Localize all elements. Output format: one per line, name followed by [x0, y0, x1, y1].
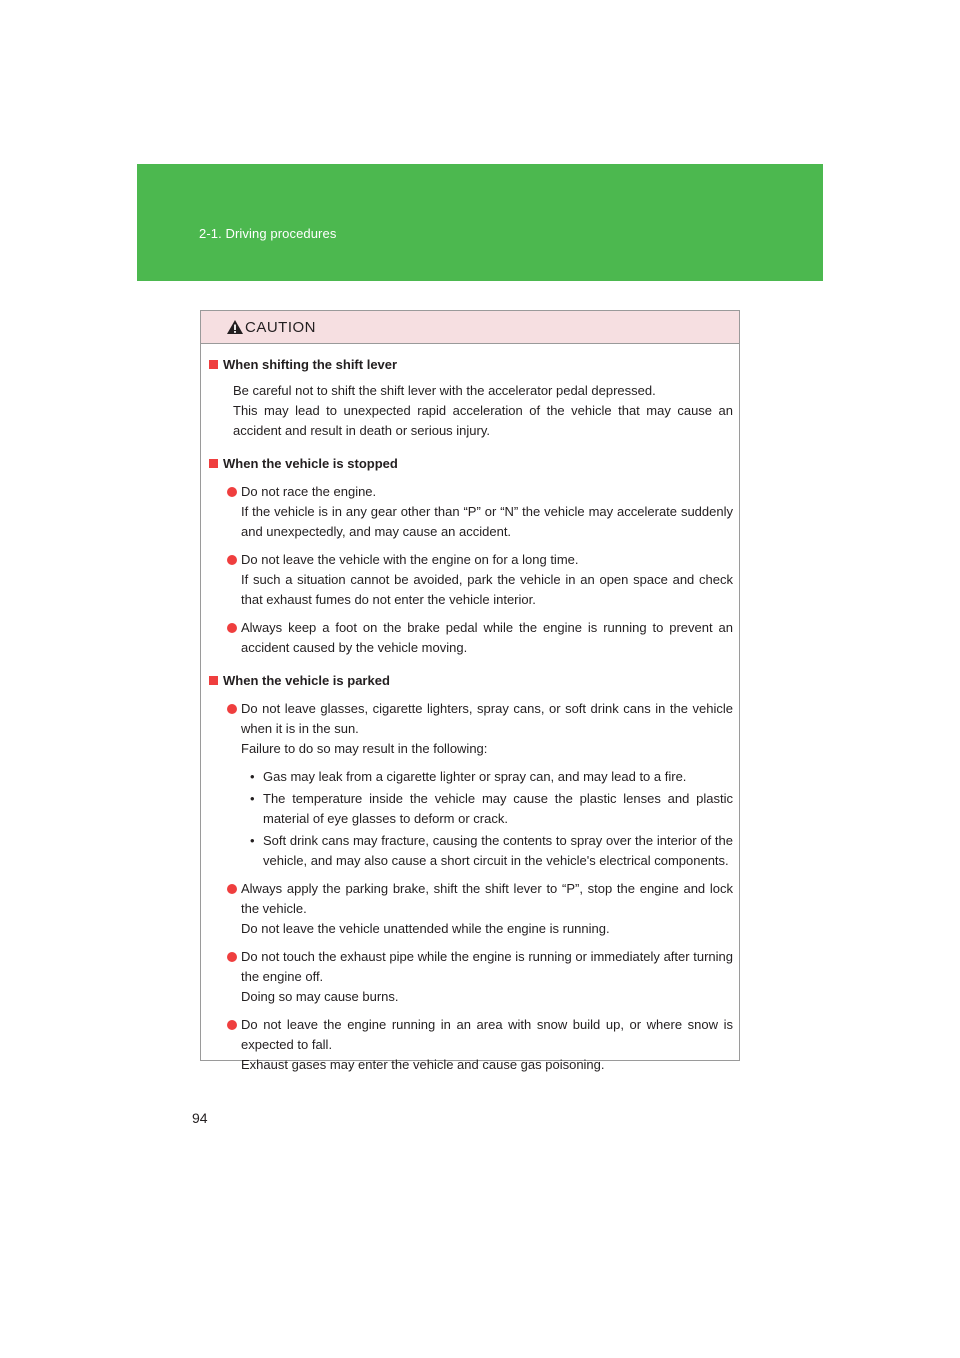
caution-section — [209, 454, 733, 658]
square-bullet-icon — [209, 459, 218, 468]
bullet-item: Always apply the parking brake, shift the shift lever to “P”, stop the engine and lock the vehicle. Do not leave the vehicle unattended while the engine is running. — [209, 879, 733, 939]
header-band — [137, 164, 823, 281]
section-heading: When the vehicle is parked — [209, 671, 733, 691]
bullet-item: Do not leave the engine running in an area with snow build up, or where snow is expected to fall. Exhaust gases may enter the vehicle and cause gas poisoning. — [209, 1015, 733, 1075]
circle-bullet-icon — [227, 884, 237, 894]
caution-title: CAUTION — [245, 319, 316, 336]
square-bullet-icon — [209, 360, 218, 369]
caution-body — [201, 344, 739, 1075]
square-bullet-icon — [209, 676, 218, 685]
bullet-item: Do not race the engine. If the vehicle is in any gear other than “P” or “N” the vehicle may accelerate suddenly and unexpectedly, and may cause an accident. — [209, 482, 733, 542]
circle-bullet-icon — [227, 704, 237, 714]
caution-header — [201, 311, 739, 344]
bullet-item: Do not touch the exhaust pipe while the engine is running or immediately after turning the engine off. Doing so may cause burns. — [209, 947, 733, 1007]
circle-bullet-icon — [227, 623, 237, 633]
caution-box — [200, 310, 740, 1072]
bullet-item: Always keep a foot on the brake pedal while the engine is running to prevent an accident caused by the vehicle moving. — [209, 618, 733, 658]
circle-bullet-icon — [227, 1020, 237, 1030]
circle-bullet-icon — [227, 952, 237, 962]
section-heading: When shifting the shift lever — [209, 355, 733, 375]
sub-bullet-mark: • — [250, 833, 255, 848]
warning-triangle-icon — [226, 319, 244, 335]
bullet-item: Do not leave the vehicle with the engine on for a long time. If such a situation cannot be avoided, park the vehicle in an open space and check that exhaust fumes do not enter the vehicle interior. — [209, 550, 733, 610]
sub-item: • Gas may leak from a cigarette lighter or spray can, and may lead to a fire. — [209, 767, 733, 787]
circle-bullet-icon — [227, 555, 237, 565]
caution-section — [209, 671, 733, 1075]
sub-bullet-mark: • — [250, 791, 255, 806]
section-heading: When the vehicle is stopped — [209, 454, 733, 474]
sub-item: • Soft drink cans may fracture, causing the contents to spray over the interior of the vehicle, and may also cause a short circuit in the vehicle's electrical components. — [250, 833, 733, 868]
section-title: 2-1. Driving procedures — [199, 226, 337, 241]
sub-item: • The temperature inside the vehicle may cause the plastic lenses and plastic material of eye glasses to deform or crack. — [250, 791, 733, 826]
circle-bullet-icon — [227, 487, 237, 497]
caution-section — [209, 355, 733, 441]
page-number: 94 — [192, 1110, 208, 1126]
paragraph: Be careful not to shift the shift lever with the accelerator pedal depressed. This may lead to unexpected rapid acceleration of the vehicle that may cause an accident and result in death or serious injury. — [233, 383, 733, 438]
bullet-item: Do not leave glasses, cigarette lighters, spray cans, or soft drink cans in the vehicle when it is in the sun. Failure to do so may result in the following: — [209, 699, 733, 759]
sub-bullet-mark: • — [250, 769, 255, 784]
